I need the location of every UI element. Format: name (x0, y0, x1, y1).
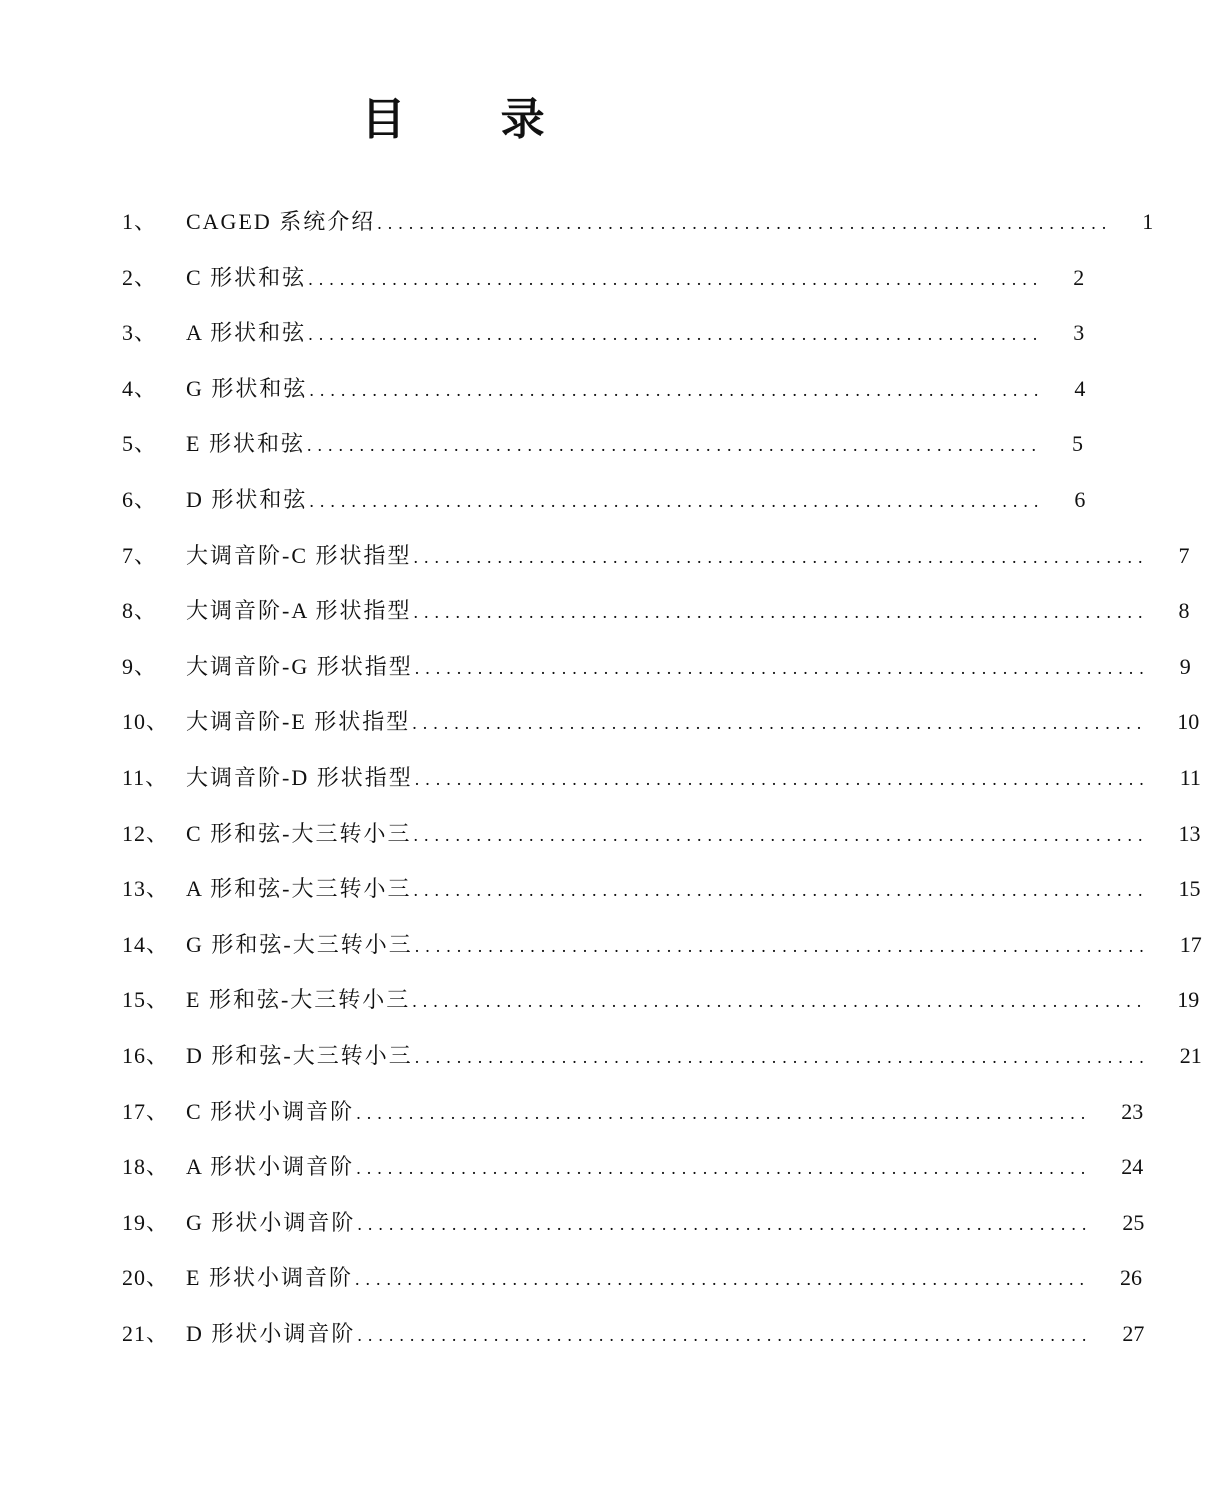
toc-dot-leader: ...................................................................... (309, 490, 1045, 511)
toc-entry[interactable] (122, 1139, 1144, 1195)
toc-entry-number: 18、 (122, 1154, 170, 1180)
toc-dot-leader: ...................................................................... (413, 824, 1149, 845)
toc-entry-number: 9、 (122, 653, 158, 679)
toc-dot-leader: ...................................................................... (356, 1102, 1092, 1123)
toc-entry[interactable] (122, 639, 1191, 695)
toc-dot-leader: ...................................................................... (354, 1269, 1090, 1290)
toc-entry-title: 大调音阶-A 形状指型 (186, 598, 412, 624)
toc-entry-number: 21、 (122, 1320, 170, 1346)
toc-dot-leader: ...................................................................... (413, 602, 1149, 623)
toc-entry-title: A 形状和弦 (186, 320, 307, 346)
toc-entry-title: E 形和弦-大三转小三 (186, 987, 411, 1013)
toc-entry-title: G 形状和弦 (186, 375, 308, 401)
toc-dot-leader: ...................................................................... (309, 379, 1045, 400)
toc-entry[interactable] (122, 1084, 1144, 1140)
toc-entry[interactable] (122, 472, 1086, 528)
toc-entry-number: 8、 (122, 598, 158, 624)
toc-dot-leader: ...................................................................... (414, 1046, 1150, 1067)
toc-entry[interactable] (122, 250, 1085, 306)
toc-entry-number: 6、 (122, 486, 158, 512)
toc-entry-title: G 形状小调音阶 (186, 1209, 356, 1235)
toc-entry-title: E 形状小调音阶 (186, 1265, 353, 1291)
toc-dot-leader: ...................................................................... (412, 991, 1148, 1012)
toc-entry-page-number: 13 (1178, 820, 1201, 846)
toc-entry[interactable] (122, 806, 1201, 862)
toc-entry-number: 2、 (122, 264, 158, 290)
toc-dot-leader: ...................................................................... (357, 1213, 1093, 1234)
toc-entry-title: 大调音阶-G 形状指型 (186, 653, 413, 679)
toc-entry-page-number: 5 (1071, 431, 1083, 457)
toc-entry-title: G 形和弦-大三转小三 (186, 931, 413, 957)
toc-entry-page-number: 1 (1142, 209, 1154, 234)
toc-dot-leader: ...................................................................... (414, 768, 1150, 789)
toc-entry-title: D 形状和弦 (186, 486, 308, 512)
toc-entry-page-number: 23 (1121, 1098, 1144, 1124)
toc-entry-title: C 形状小调音阶 (186, 1098, 355, 1124)
toc-entry-page-number: 3 (1073, 320, 1085, 346)
toc-entry-page-number: 9 (1179, 653, 1191, 679)
toc-entry-number: 10、 (122, 709, 170, 735)
table-of-contents (122, 194, 1202, 1361)
toc-entry[interactable] (122, 416, 1083, 472)
toc-entry[interactable] (122, 750, 1201, 806)
toc-entry-title: C 形状和弦 (186, 264, 307, 290)
toc-entry-number: 1、 (122, 209, 158, 234)
toc-entry-title: 大调音阶-E 形状指型 (186, 709, 411, 735)
toc-entry-page-number: 6 (1074, 486, 1086, 512)
toc-dot-leader: ...................................................................... (356, 1158, 1092, 1179)
toc-entry-page-number: 10 (1177, 709, 1200, 735)
toc-entry[interactable] (122, 694, 1200, 750)
toc-entry[interactable] (122, 305, 1085, 361)
toc-entry-page-number: 4 (1074, 375, 1086, 401)
toc-entry-page-number: 11 (1179, 764, 1201, 790)
toc-entry-number: 7、 (122, 542, 158, 568)
toc-entry[interactable] (122, 1306, 1145, 1362)
toc-entry[interactable] (122, 917, 1202, 973)
toc-dot-leader: ...................................................................... (357, 1324, 1093, 1345)
toc-dot-leader: ...................................................................... (414, 657, 1150, 678)
toc-entry-number: 5、 (122, 431, 158, 457)
toc-entry[interactable] (122, 361, 1086, 417)
toc-entry[interactable] (122, 1195, 1145, 1251)
toc-entry-title: C 形和弦-大三转小三 (186, 820, 412, 846)
toc-entry-page-number: 26 (1119, 1265, 1142, 1291)
toc-entry-page-number: 7 (1178, 542, 1190, 568)
toc-entry-number: 3、 (122, 320, 158, 346)
toc-entry-title: 大调音阶-D 形状指型 (186, 764, 413, 790)
toc-entry-number: 14、 (122, 931, 170, 957)
toc-entry[interactable] (122, 194, 1154, 250)
toc-dot-leader: ...................................................................... (412, 713, 1148, 734)
toc-entry-page-number: 15 (1178, 876, 1201, 902)
toc-dot-leader: ...................................................................... (306, 435, 1042, 456)
toc-entry-page-number: 25 (1122, 1209, 1145, 1235)
page-title: 目 录 (361, 94, 585, 145)
toc-entry-page-number: 8 (1178, 598, 1190, 624)
toc-dot-leader: ...................................................................... (413, 546, 1149, 567)
toc-dot-leader: ...................................................................... (413, 880, 1149, 901)
toc-dot-leader: ...................................................................... (308, 324, 1044, 345)
toc-dot-leader: ...................................................................... (308, 268, 1044, 289)
toc-entry-number: 17、 (122, 1098, 170, 1124)
toc-entry-number: 15、 (122, 987, 170, 1013)
toc-entry-number: 13、 (122, 876, 170, 902)
toc-entry[interactable] (122, 583, 1190, 639)
toc-entry-number: 12、 (122, 820, 170, 846)
toc-entry-title: E 形状和弦 (186, 431, 305, 457)
toc-entry-number: 4、 (122, 375, 158, 401)
toc-entry-number: 19、 (122, 1209, 170, 1235)
toc-entry-page-number: 27 (1122, 1320, 1145, 1346)
toc-entry-page-number: 2 (1073, 264, 1085, 290)
toc-dot-leader: ...................................................................... (414, 935, 1150, 956)
toc-entry-number: 16、 (122, 1042, 170, 1068)
toc-entry[interactable] (122, 1250, 1142, 1306)
toc-entry[interactable] (122, 972, 1200, 1028)
toc-entry-number: 20、 (122, 1265, 170, 1291)
toc-entry-number: 11、 (122, 764, 169, 790)
toc-entry-page-number: 19 (1177, 987, 1200, 1013)
toc-entry-page-number: 21 (1179, 1042, 1202, 1068)
toc-entry-title: A 形和弦-大三转小三 (186, 876, 412, 902)
toc-entry[interactable] (122, 528, 1190, 584)
toc-entry[interactable] (122, 861, 1201, 917)
toc-entry-page-number: 17 (1179, 931, 1202, 957)
toc-entry[interactable] (122, 1028, 1202, 1084)
toc-entry-page-number: 24 (1121, 1154, 1144, 1180)
toc-entry-title: A 形状小调音阶 (186, 1154, 355, 1180)
toc-entry-title: D 形状小调音阶 (186, 1320, 356, 1346)
toc-entry-title: CAGED 系统介绍 (186, 209, 376, 234)
toc-dot-leader: ...................................................................... (377, 213, 1113, 233)
toc-entry-title: 大调音阶-C 形状指型 (186, 542, 412, 568)
toc-entry-title: D 形和弦-大三转小三 (186, 1042, 413, 1068)
